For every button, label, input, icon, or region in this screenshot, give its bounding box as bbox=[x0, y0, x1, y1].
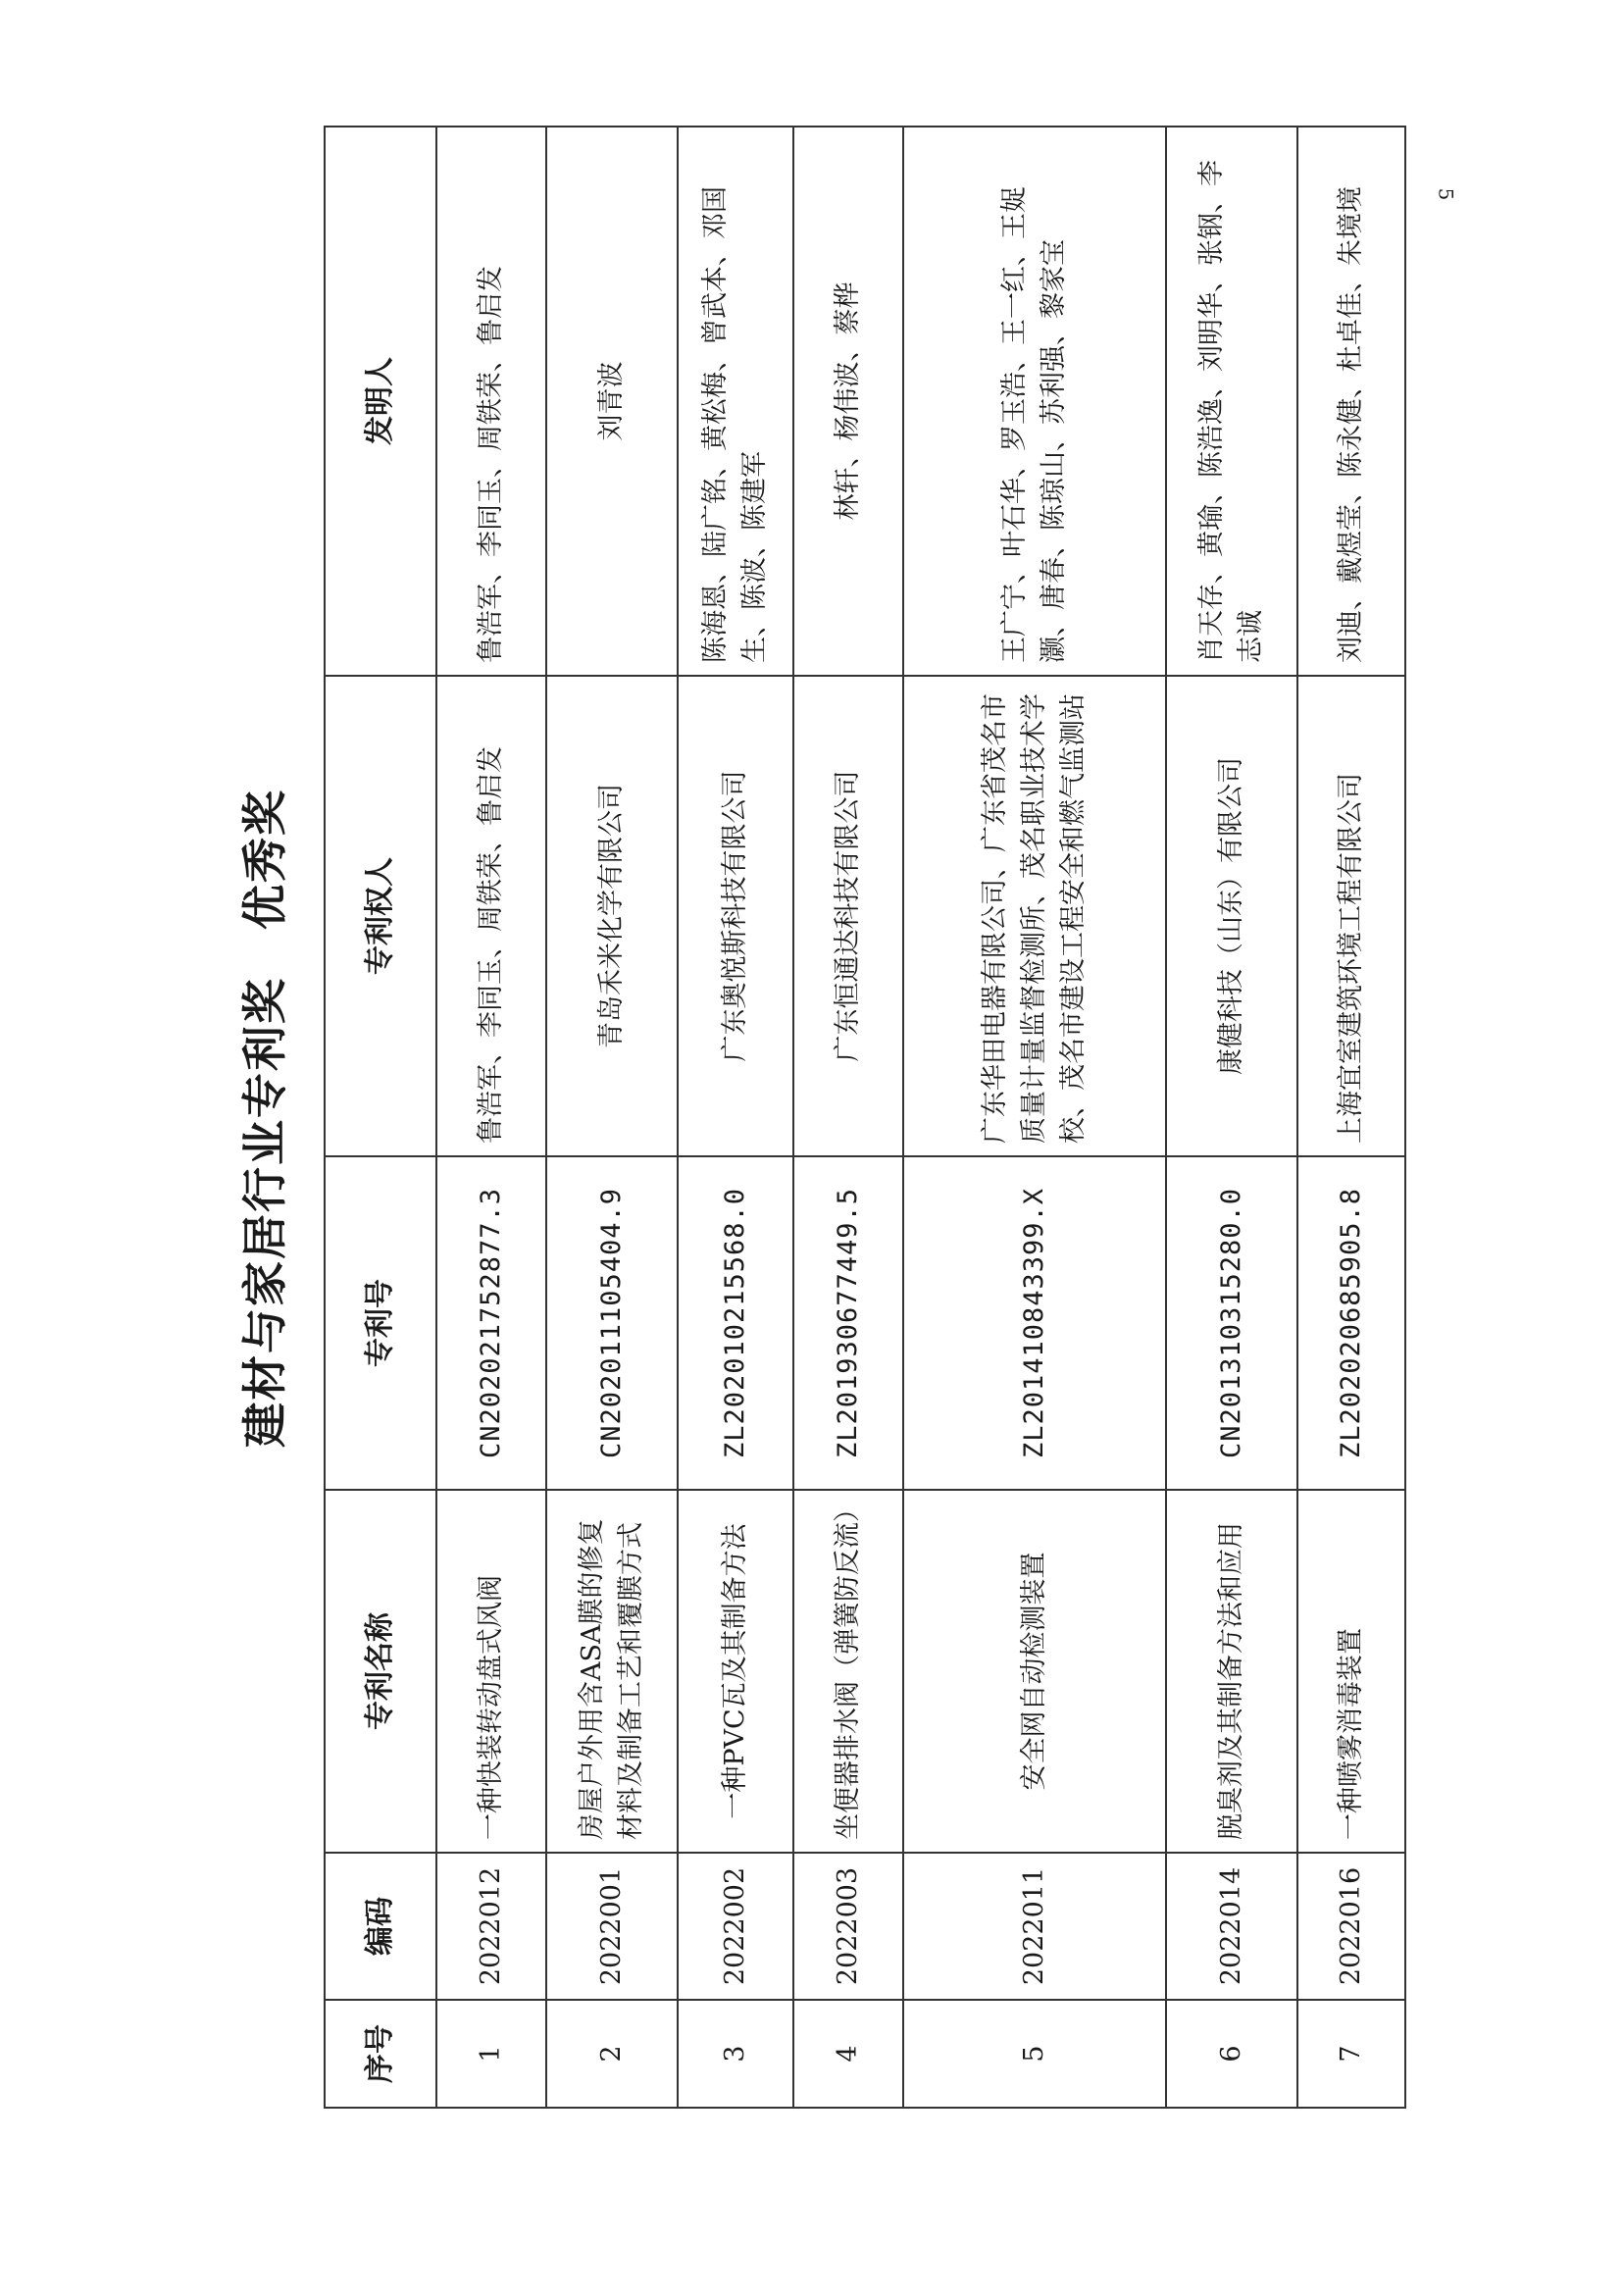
cell-name: 一种PVC瓦及其制备方法 bbox=[678, 1490, 793, 1853]
patent-award-table bbox=[324, 126, 1406, 2109]
cell-inventor: 陈海恩、陆广铭、黄松梅、曾武本、邓国生、陈波、陈建军 bbox=[678, 127, 793, 676]
header-no: 序号 bbox=[325, 2000, 436, 2108]
cell-no: 7 bbox=[1297, 2000, 1405, 2108]
cell-patent-number: CN202011105404.9 bbox=[546, 1156, 678, 1490]
cell-name: 脱臭剂及其制备方法和应用 bbox=[1166, 1490, 1297, 1853]
cell-no: 2 bbox=[546, 2000, 678, 2108]
cell-code: 2022011 bbox=[903, 1853, 1166, 2000]
table-row bbox=[436, 127, 546, 2108]
cell-patent-number: CN202021752877.3 bbox=[436, 1156, 546, 1490]
cell-owner: 广东华田电器有限公司、广东省茂名市质量计量监督检测所、茂名职业技术学校、茂名市建设工程安全和燃气监测站 bbox=[903, 676, 1166, 1156]
cell-inventor: 鲁浩军、李同玉、周铁荣、鲁启发 bbox=[436, 127, 546, 676]
cell-code: 2022016 bbox=[1297, 1853, 1405, 2000]
cell-name: 安全网自动检测装置 bbox=[903, 1490, 1166, 1853]
cell-no: 4 bbox=[793, 2000, 903, 2108]
header-patent-number: 专利号 bbox=[325, 1156, 436, 1490]
cell-inventor: 肖天存、黄瑜、陈浩逸、刘明华、张钢、李志诚 bbox=[1166, 127, 1297, 676]
cell-no: 6 bbox=[1166, 2000, 1297, 2108]
table-row bbox=[793, 127, 903, 2108]
cell-inventor: 林轩、杨伟波、蔡桦 bbox=[793, 127, 903, 676]
cell-owner: 广东奥悦斯科技有限公司 bbox=[678, 676, 793, 1156]
cell-patent-number: CN201310315280.0 bbox=[1166, 1156, 1297, 1490]
table-row bbox=[546, 127, 678, 2108]
header-name: 专利名称 bbox=[325, 1490, 436, 1853]
cell-inventor: 刘青波 bbox=[546, 127, 678, 676]
cell-name: 房屋户外用含ASA膜的修复材料及制备工艺和覆膜方式 bbox=[546, 1490, 678, 1853]
cell-code: 2022003 bbox=[793, 1853, 903, 2000]
cell-patent-number: ZL202020685905.8 bbox=[1297, 1156, 1405, 1490]
cell-patent-number: ZL201930677449.5 bbox=[793, 1156, 903, 1490]
cell-no: 5 bbox=[903, 2000, 1166, 2108]
table-row bbox=[1297, 127, 1405, 2108]
header-inventor: 发明人 bbox=[325, 127, 436, 676]
cell-no: 1 bbox=[436, 2000, 546, 2108]
cell-patent-number: ZL201410843399.X bbox=[903, 1156, 1166, 1490]
document-title: 建材与家居行业专利奖 优秀奖 bbox=[238, 789, 291, 1448]
cell-name: 一种喷雾消毒装置 bbox=[1297, 1490, 1405, 1853]
header-owner: 专利权人 bbox=[325, 676, 436, 1156]
cell-owner: 青岛禾米化学有限公司 bbox=[546, 676, 678, 1156]
table-row bbox=[678, 127, 793, 2108]
table-row bbox=[1166, 127, 1297, 2108]
cell-patent-number: ZL202010215568.0 bbox=[678, 1156, 793, 1490]
page-number: 5 bbox=[1434, 187, 1458, 201]
cell-inventor: 王广宁、叶石华、罗玉浩、王一红、王娖灏、唐春、陈琼山、苏利强、黎家宝 bbox=[903, 127, 1166, 676]
cell-owner: 鲁浩军、李同玉、周铁荣、鲁启发 bbox=[436, 676, 546, 1156]
cell-name: 坐便器排水阀（弹簧防反流） bbox=[793, 1490, 903, 1853]
rotated-content bbox=[235, 127, 1366, 2109]
table-row bbox=[903, 127, 1166, 2108]
cell-code: 2022002 bbox=[678, 1853, 793, 2000]
cell-code: 2022012 bbox=[436, 1853, 546, 2000]
cell-code: 2022001 bbox=[546, 1853, 678, 2000]
cell-name: 一种快装转动盘式风阀 bbox=[436, 1490, 546, 1853]
cell-inventor: 刘迪、戴煜莹、陈永健、杜卓佳、朱境境 bbox=[1297, 127, 1405, 676]
cell-owner: 广东恒通达科技有限公司 bbox=[793, 676, 903, 1156]
cell-code: 2022014 bbox=[1166, 1853, 1297, 2000]
table-header-row bbox=[325, 127, 436, 2108]
cell-owner: 康健科技（山东）有限公司 bbox=[1166, 676, 1297, 1156]
cell-no: 3 bbox=[678, 2000, 793, 2108]
header-code: 编码 bbox=[325, 1853, 436, 2000]
cell-owner: 上海宜室建筑环境工程有限公司 bbox=[1297, 676, 1405, 1156]
